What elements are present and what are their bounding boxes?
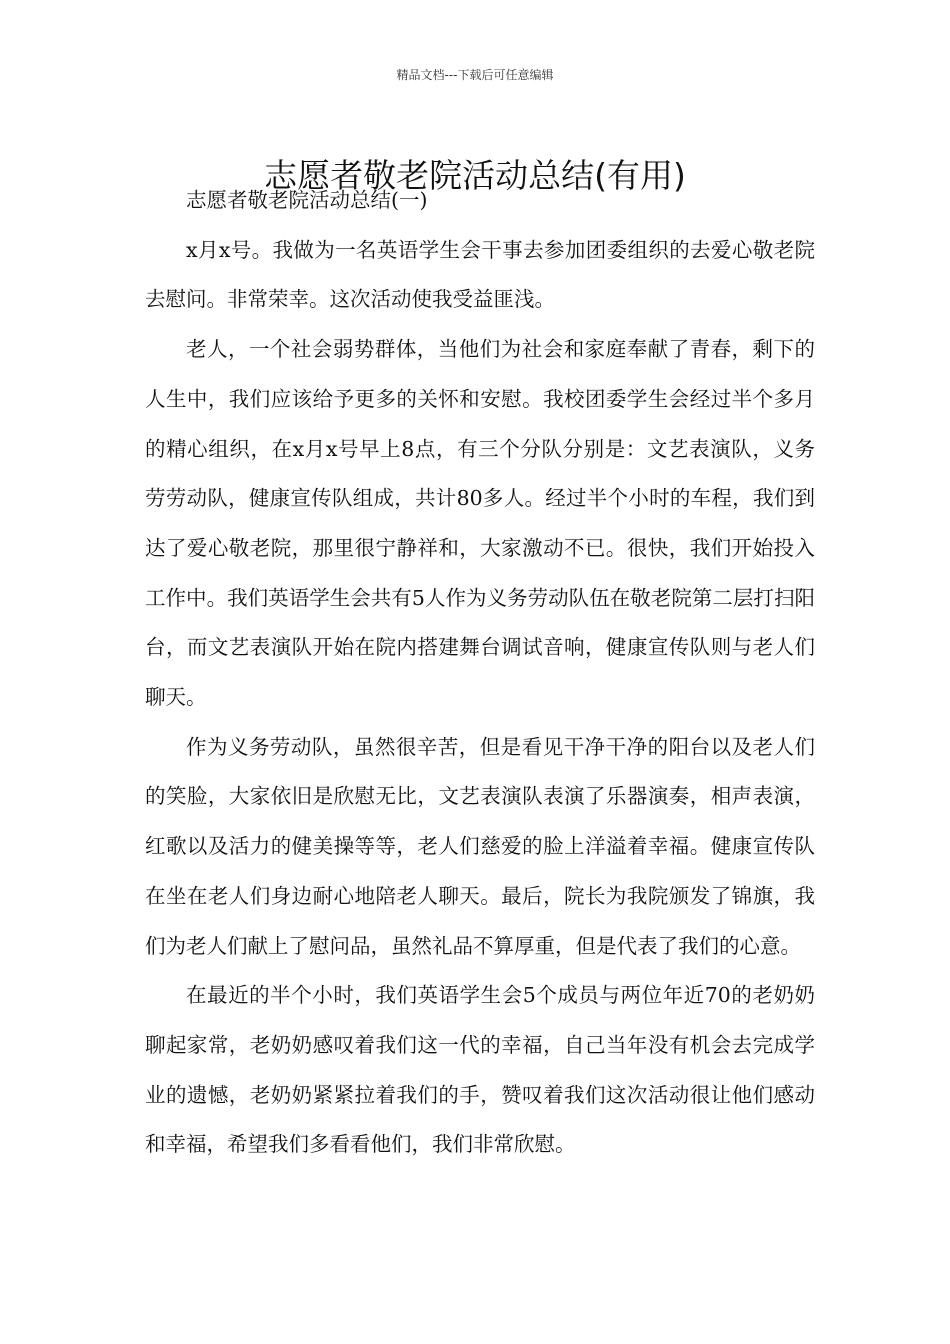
document-body [145,176,815,1170]
paragraph: 作为义务劳动队，虽然很辛苦，但是看见干净干净的阳台以及老人们的笑脸，大家依旧是欣慰无比，文艺表演队表演了乐器演奏，相声表演，红歌以及活力的健美操等等，老人们慈爱的脸上洋溢着幸福。健康宣传队在坐在老人们身边耐心地陪老人聊天。最后，院长为我院颁发了锦旗，我们为老人们献上了慰问品，虽然礼品不算厚重，但是代表了我们的心意。 [145,734,815,958]
paragraph: 在最近的半个小时，我们英语学生会5个成员与两位年近70的老奶奶聊起家常，老奶奶感叹着我们这一代的幸福，自己当年没有机会去完成学业的遗憾，老奶奶紧紧拉着我们的手，赞叹着我们这次活动很让他们感动和幸福，希望我们多看看他们，我们非常欣慰。 [145,983,815,1157]
paragraph: 老人，一个社会弱势群体，当他们为社会和家庭奉献了青春，剩下的人生中，我们应该给予更多的关怀和安慰。我校团委学生会经过半个多月的精心组织，在x月x号早上8点，有三个分队分别是：文艺表演队，义务劳劳动队，健康宣传队组成，共计80多人。经过半个小时的车程，我们到达了爱心敬老院，那里很宁静祥和，大家激动不已。很快，我们开始投入工作中。我们英语学生会共有5人作为义务劳动队伍在敬老院第二层打扫阳台，而文艺表演队开始在院内搭建舞台调试音响，健康宣传队则与老人们聊天。 [145,337,815,710]
document-subtitle: 志愿者敬老院活动总结(一) [186,188,428,212]
paragraph: x月x号。我做为一名英语学生会干事去参加团委组织的去爱心敬老院去慰问。非常荣幸。这次活动使我受益匪浅。 [145,237,815,312]
page-header: 精品文档---下载后可任意编辑 [396,68,554,82]
document-title: 志愿者敬老院活动总结(有用) [264,156,686,196]
